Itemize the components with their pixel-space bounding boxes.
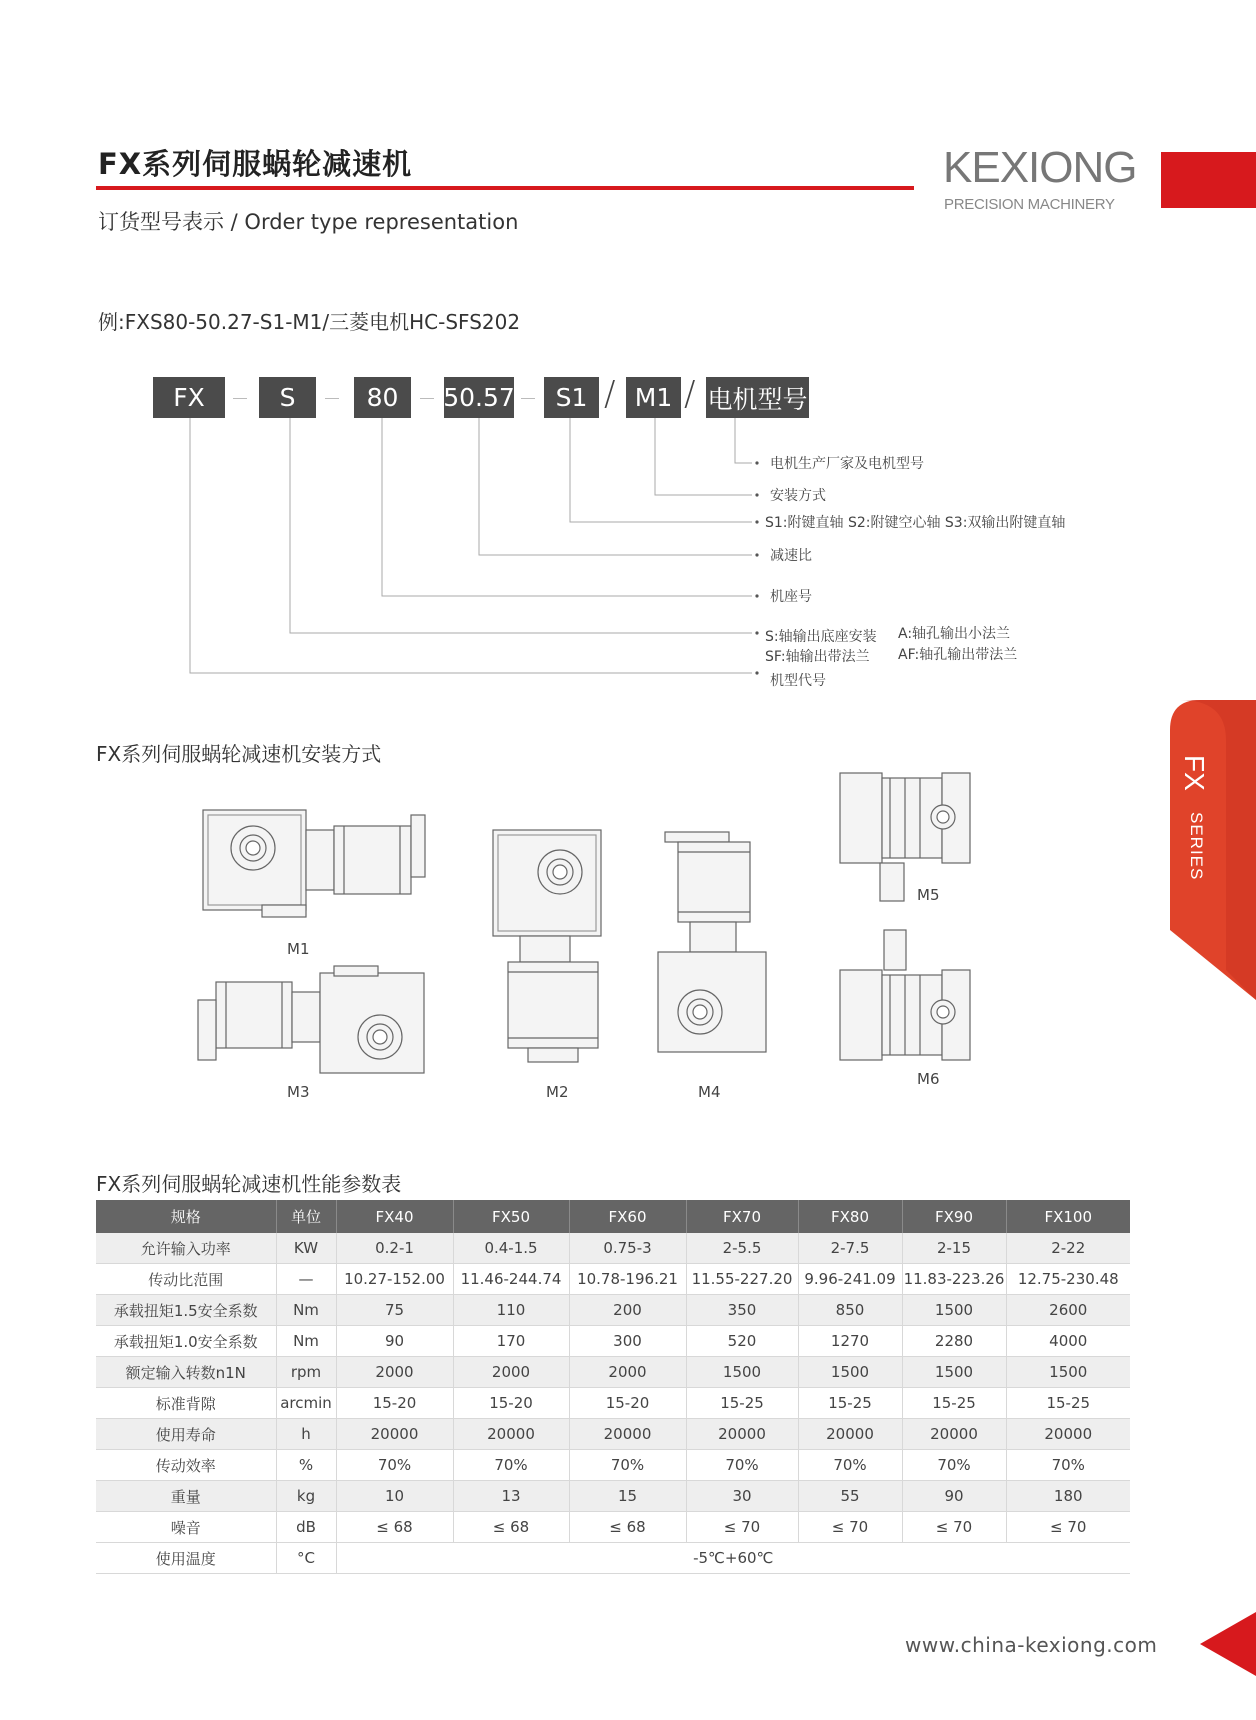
table-cell: 2000 — [569, 1357, 686, 1388]
code-box-shaft: S1 — [544, 377, 599, 418]
row-label-cell: 传动比范围 — [96, 1264, 276, 1295]
table-cell: 1500 — [686, 1357, 798, 1388]
m4-drawing — [658, 832, 766, 1052]
label-mounting: 安装方式 — [770, 488, 826, 504]
m3-drawing — [198, 966, 424, 1073]
code-slash: / — [684, 374, 696, 414]
mounting-section-title: FX系列伺服蜗轮减速机安装方式 — [96, 742, 382, 766]
table-cell: 2-5.5 — [686, 1233, 798, 1264]
table-row — [96, 1233, 1130, 1264]
brand-logo: KEXIONG — [943, 143, 1137, 192]
table-row — [96, 1450, 1130, 1481]
code-box-motor: 电机型号 — [706, 377, 809, 418]
row-label-cell: 使用寿命 — [96, 1419, 276, 1450]
table-cell: 2-7.5 — [798, 1233, 902, 1264]
code-box-frame: 80 — [354, 377, 411, 418]
table-cell: 20000 — [336, 1419, 453, 1450]
label-output-a: A:轴孔输出小法兰 — [898, 626, 1011, 642]
table-cell: % — [276, 1450, 336, 1481]
mount-label-m3: M3 — [287, 1083, 310, 1101]
page-title: FX系列伺服蜗轮减速机 — [98, 147, 413, 181]
table-cell: 30 — [686, 1481, 798, 1512]
table-cell: 70% — [686, 1450, 798, 1481]
side-series-tab — [1170, 700, 1256, 1000]
table-cell-temperature-range: -5℃+60℃ — [336, 1543, 1130, 1574]
table-cell: KW — [276, 1233, 336, 1264]
table-cell: 2-15 — [902, 1233, 1006, 1264]
table-row — [96, 1326, 1130, 1357]
table-row — [96, 1357, 1130, 1388]
table-cell: 1500 — [798, 1357, 902, 1388]
table-cell: h — [276, 1419, 336, 1450]
table-cell: 90 — [336, 1326, 453, 1357]
spec-table — [96, 1200, 1130, 1574]
col-header: 单位 — [276, 1200, 336, 1233]
table-cell: 90 — [902, 1481, 1006, 1512]
code-box-ratio: 50.57 — [444, 377, 514, 418]
table-cell: 4000 — [1006, 1326, 1130, 1357]
label-output-af: AF:轴孔输出带法兰 — [898, 647, 1018, 663]
table-cell: 15-25 — [1006, 1388, 1130, 1419]
table-cell: 20000 — [569, 1419, 686, 1450]
row-label-cell: 允许输入功率 — [96, 1233, 276, 1264]
table-cell: 使用温度 — [96, 1543, 276, 1574]
table-row — [96, 1388, 1130, 1419]
m2-drawing — [493, 830, 601, 1062]
code-box-s: S — [259, 377, 316, 418]
col-header: FX80 — [798, 1200, 902, 1233]
m5-drawing — [840, 773, 970, 901]
table-cell: 300 — [569, 1326, 686, 1357]
table-cell: 20000 — [902, 1419, 1006, 1450]
table-cell: 10 — [336, 1481, 453, 1512]
col-header: FX70 — [686, 1200, 798, 1233]
table-cell: 70% — [798, 1450, 902, 1481]
table-cell: 10.78-196.21 — [569, 1264, 686, 1295]
row-label-cell: 额定输入转数n1N — [96, 1357, 276, 1388]
mount-label-m5: M5 — [917, 886, 940, 904]
label-type-code: 机型代号 — [770, 673, 826, 689]
table-cell: 15-25 — [798, 1388, 902, 1419]
row-label-cell: 承载扭矩1.0安全系数 — [96, 1326, 276, 1357]
code-box-mounting: M1 — [626, 377, 681, 418]
table-cell: 75 — [336, 1295, 453, 1326]
table-cell: 70% — [336, 1450, 453, 1481]
table-header-row — [96, 1200, 1130, 1233]
table-cell: 70% — [453, 1450, 569, 1481]
label-output-s: S:轴输出底座安装 — [765, 629, 877, 645]
table-cell: 11.83-223.26 — [902, 1264, 1006, 1295]
spec-table-title: FX系列伺服蜗轮减速机性能参数表 — [96, 1172, 402, 1196]
table-cell: 20000 — [798, 1419, 902, 1450]
table-cell: 20000 — [1006, 1419, 1130, 1450]
table-cell: dB — [276, 1512, 336, 1543]
m1-drawing — [203, 810, 425, 917]
table-cell: 2000 — [336, 1357, 453, 1388]
table-cell: 15 — [569, 1481, 686, 1512]
table-cell: 12.75-230.48 — [1006, 1264, 1130, 1295]
table-cell: 9.96-241.09 — [798, 1264, 902, 1295]
table-cell: 1500 — [902, 1295, 1006, 1326]
table-cell: 850 — [798, 1295, 902, 1326]
page-subtitle: 订货型号表示 / Order type representation — [98, 210, 519, 234]
label-motor: 电机生产厂家及电机型号 — [770, 456, 924, 472]
table-row — [96, 1295, 1130, 1326]
col-header: FX60 — [569, 1200, 686, 1233]
table-cell: 0.75-3 — [569, 1233, 686, 1264]
table-cell: 2280 — [902, 1326, 1006, 1357]
table-cell: 200 — [569, 1295, 686, 1326]
table-cell: ≤ 68 — [569, 1512, 686, 1543]
mount-label-m6: M6 — [917, 1070, 940, 1088]
table-row — [96, 1512, 1130, 1543]
table-cell: 15-25 — [686, 1388, 798, 1419]
row-label-cell: 重量 — [96, 1481, 276, 1512]
mount-label-m2: M2 — [546, 1083, 569, 1101]
table-cell: 15-20 — [453, 1388, 569, 1419]
label-ratio: 减速比 — [770, 548, 812, 564]
order-example: 例:FXS80-50.27-S1-M1/三菱电机HC-SFS202 — [98, 310, 521, 334]
table-cell: 11.55-227.20 — [686, 1264, 798, 1295]
table-cell: rpm — [276, 1357, 336, 1388]
col-header: FX90 — [902, 1200, 1006, 1233]
col-header: FX100 — [1006, 1200, 1130, 1233]
table-cell: 13 — [453, 1481, 569, 1512]
table-cell: 20000 — [453, 1419, 569, 1450]
col-header: 规格 — [96, 1200, 276, 1233]
table-cell: 1270 — [798, 1326, 902, 1357]
table-cell: 11.46-244.74 — [453, 1264, 569, 1295]
table-row-temperature — [96, 1543, 1130, 1574]
side-tab-series: FX — [1179, 755, 1210, 791]
row-label-cell: 标准背隙 — [96, 1388, 276, 1419]
table-cell: ≤ 70 — [902, 1512, 1006, 1543]
row-label-cell: 承载扭矩1.5安全系数 — [96, 1295, 276, 1326]
table-cell: 70% — [1006, 1450, 1130, 1481]
table-row — [96, 1419, 1130, 1450]
table-cell: ≤ 70 — [798, 1512, 902, 1543]
footer-url: www.china-kexiong.com — [905, 1633, 1158, 1657]
side-tab-label: SERIES — [1187, 812, 1206, 881]
table-cell: 55 — [798, 1481, 902, 1512]
table-cell: 2600 — [1006, 1295, 1130, 1326]
table-cell: °C — [276, 1543, 336, 1574]
label-frame: 机座号 — [770, 589, 812, 605]
brand-tagline: PRECISION MACHINERY — [944, 196, 1115, 213]
mount-label-m4: M4 — [698, 1083, 721, 1101]
table-cell: 70% — [569, 1450, 686, 1481]
table-cell: 15-25 — [902, 1388, 1006, 1419]
table-row — [96, 1264, 1130, 1295]
table-cell: ≤ 68 — [336, 1512, 453, 1543]
table-cell: 20000 — [686, 1419, 798, 1450]
table-cell: 15-20 — [336, 1388, 453, 1419]
mount-label-m1: M1 — [287, 940, 310, 958]
label-shaft: S1:附键直轴 S2:附键空心轴 S3:双输出附键直轴 — [765, 515, 1066, 531]
col-header: FX40 — [336, 1200, 453, 1233]
table-cell: 2000 — [453, 1357, 569, 1388]
table-cell: 180 — [1006, 1481, 1130, 1512]
row-label-cell: 噪音 — [96, 1512, 276, 1543]
code-slash: / — [604, 374, 616, 414]
table-cell: 1500 — [902, 1357, 1006, 1388]
table-cell: 1500 — [1006, 1357, 1130, 1388]
footer-arrow-icon — [1200, 1612, 1256, 1676]
table-cell: 0.4-1.5 — [453, 1233, 569, 1264]
label-output-sf: SF:轴输出带法兰 — [765, 649, 870, 665]
table-cell: — — [276, 1264, 336, 1295]
row-label-cell: 传动效率 — [96, 1450, 276, 1481]
table-cell: arcmin — [276, 1388, 336, 1419]
table-cell: ≤ 68 — [453, 1512, 569, 1543]
table-cell: 350 — [686, 1295, 798, 1326]
table-cell: 110 — [453, 1295, 569, 1326]
table-cell: 15-20 — [569, 1388, 686, 1419]
col-header: FX50 — [453, 1200, 569, 1233]
table-cell: ≤ 70 — [686, 1512, 798, 1543]
table-row — [96, 1481, 1130, 1512]
table-cell: kg — [276, 1481, 336, 1512]
table-cell: ≤ 70 — [1006, 1512, 1130, 1543]
table-cell: 520 — [686, 1326, 798, 1357]
table-cell: 2-22 — [1006, 1233, 1130, 1264]
table-cell: 170 — [453, 1326, 569, 1357]
code-box-fx: FX — [153, 377, 225, 418]
table-cell: 10.27-152.00 — [336, 1264, 453, 1295]
table-cell: Nm — [276, 1326, 336, 1357]
table-cell: 70% — [902, 1450, 1006, 1481]
table-cell: 0.2-1 — [336, 1233, 453, 1264]
m6-drawing — [840, 930, 970, 1060]
table-cell: Nm — [276, 1295, 336, 1326]
